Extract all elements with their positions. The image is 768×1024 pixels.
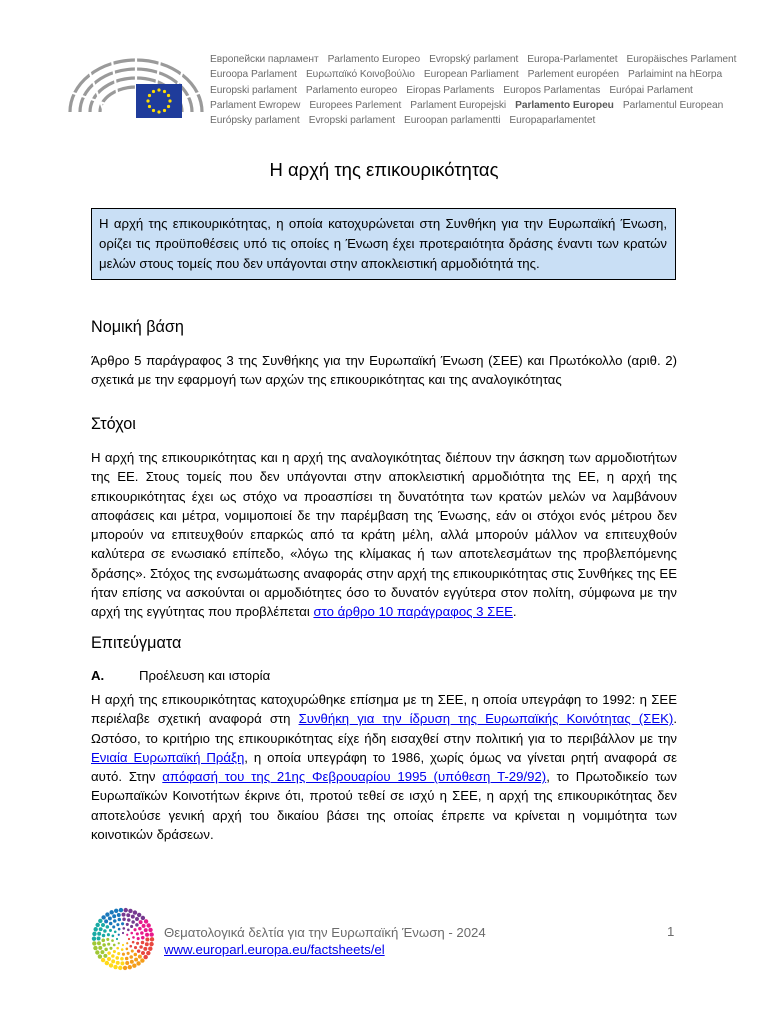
logo-dot xyxy=(97,936,101,940)
logo-dot xyxy=(98,954,102,958)
logo-dot xyxy=(137,949,141,953)
logo-dot xyxy=(146,951,150,955)
logo-dot xyxy=(105,961,109,965)
language-name: Euroopan parlamentti xyxy=(404,115,501,127)
logo-dot xyxy=(109,910,113,914)
eu-star-icon xyxy=(157,88,160,91)
history-part-4: , το Πρωτοδικείο των Ευρωπαϊκών Κοινοτήτων έκρινε ότι, προτού τεθεί σε ισχύ η ΣΕΕ, η αρχή της επικουρικότητας δεν αποτελούσε γενική αρχή του δικαίου βάσει της οποίας έπρεπε να κρίνεται η νομιμότητα των κοινοτικών δράσεων. xyxy=(91,769,677,843)
logo-dot xyxy=(128,965,132,969)
logo-dot xyxy=(118,918,122,922)
logo-dot xyxy=(140,931,144,935)
logo-dot xyxy=(115,956,119,960)
language-name: Parlamento Europeu xyxy=(515,99,614,111)
subsection-letter: A. xyxy=(91,668,105,683)
legal-basis-text: Άρθρο 5 παράγραφος 3 της Συνθήκης για την Ευρωπαϊκή Ένωση (ΣΕΕ) και Πρωτόκολλο (αριθ. 2) σχετικά με την εφαρμογή των αρχών της επικουρικότητας και της αναλογικότητας xyxy=(91,353,677,388)
logo-dot xyxy=(137,913,141,917)
logo-dot xyxy=(130,925,133,928)
objectives-body: Η αρχή της επικουρικότητας και η αρχή της αναλογικότητας διέπουν την άσκηση των αρμοδιοτήτων της ΕΕ. Στους τομείς που δεν υπάγονται στην αποκλειστική αρμοδιότητα της ΕΕ, η αρχή της επικουρικότητας έχει ως στόχο να προασπίσει τη δυνατότητα των κρατών μελών να λαμβάνουν αποφάσεις και μέτρα, νομιμοποιεί δε την παρέμβαση της Ένωσης, εάν οι στόχοι ενός μέτρου δεν μπορούν να επιτευχθούν επαρκώς από τα κράτη μέλη, αλλά μπορούν μάλλον να επιτευχθούν καλύτερα σε ενωσιακό επίπεδο, «λόγω της κλίμακας ή των αποτελεσμάτων της προβλεπόμενης δράσης». Στόχος της ενσωμάτωσης αναφοράς στην αρχή της επικουρικότητας στις Συνθήκες της ΕΕ ήταν επίσης να ασκούνται οι αρμοδιότητες όσο το δυνατόν εγγύτερα στον πολίτη, σύμφωνα με την αρχή της εγγύτητας που προβλέπεται xyxy=(91,450,677,620)
language-row xyxy=(210,113,716,128)
logo-dot xyxy=(149,932,153,936)
logo-dot xyxy=(101,939,105,943)
logo-dot xyxy=(134,953,138,957)
logo-dot xyxy=(131,915,135,919)
logo-dot xyxy=(97,932,101,936)
language-row xyxy=(210,98,724,113)
logo-dot xyxy=(112,935,115,938)
language-name: Europees Parlement xyxy=(309,99,402,111)
logo-dot xyxy=(128,909,132,913)
language-name: Parlaimint na hEorpa xyxy=(628,69,723,81)
subsection-title: Προέλευση και ιστορία xyxy=(139,668,271,683)
language-name: Parlament Ewropew xyxy=(210,99,301,111)
language-row xyxy=(210,83,716,98)
subsection-a xyxy=(91,666,270,685)
logo-dot xyxy=(149,942,153,946)
logo-dot xyxy=(124,908,128,912)
language-row xyxy=(210,67,723,82)
logo-dot xyxy=(136,942,139,945)
language-name: Euroopa Parlament xyxy=(210,69,297,81)
logo-dot xyxy=(121,922,124,925)
logo-dot xyxy=(125,961,129,965)
logo-dot xyxy=(141,951,145,955)
logo-dot xyxy=(109,963,113,967)
logo-dot xyxy=(138,955,142,959)
logo-dot xyxy=(101,958,105,962)
court-judgment-link[interactable]: απόφασή του της 21ης Φεβρουαρίου 1995 (υπόθεση T-29/92) xyxy=(162,769,547,785)
language-name: Parlamento europeo xyxy=(305,84,398,96)
history-part-1: Η αρχή της επικουρικότητας κατοχυρώθηκε επίσημα με τη ΣΕΕ, η οποία υπεγράφη το 1992: η ΣΕΕ περιέλαβε σχετική αναφορά στη xyxy=(91,692,677,727)
objectives-end: . xyxy=(512,604,517,620)
logo-dot xyxy=(135,923,139,927)
logo-dot xyxy=(102,934,106,938)
logo-dot xyxy=(118,928,121,931)
logo-dot xyxy=(136,932,139,935)
logo-dot xyxy=(131,920,135,924)
logo-dot xyxy=(126,948,129,951)
footer-label: Θεματολογικά δελτία για την Ευρωπαϊκή Ένωση - 2024 xyxy=(164,925,486,940)
logo-dot xyxy=(136,961,140,965)
eu-star-icon xyxy=(167,105,170,108)
logo-dot xyxy=(107,951,111,955)
logo-dot xyxy=(122,944,124,946)
logo-dot xyxy=(106,925,110,929)
logo-dot xyxy=(144,928,148,932)
logo-dot xyxy=(126,942,128,944)
language-name: Evropski parlament xyxy=(308,115,395,127)
logo-dot xyxy=(112,914,116,918)
logo-dot xyxy=(120,957,124,961)
heading-achievements: Επιτεύγματα xyxy=(91,634,182,652)
eu-star-icon xyxy=(152,109,155,112)
logo-dot xyxy=(109,922,113,926)
logo-dot xyxy=(134,946,137,949)
logo-dot xyxy=(93,946,97,950)
eu-star-icon xyxy=(168,99,171,102)
logo-dot xyxy=(117,952,120,955)
logo-dot xyxy=(140,958,144,962)
logo-dot xyxy=(93,927,97,931)
logo-dot xyxy=(118,966,122,970)
language-name: Ευρωπαϊκό Κοινοβούλιο xyxy=(305,69,415,81)
logo-dot xyxy=(111,959,115,963)
eu-star-icon xyxy=(167,94,170,97)
history-part-3: , η οποία υπεγράφη το 1986, χωρίς όμως να γίνεται ρητή αναφορά σε αυτό. Στην xyxy=(91,749,677,785)
logo-dot xyxy=(132,936,135,939)
language-name: Europa-Parlamentet xyxy=(527,54,618,65)
logo-dot xyxy=(95,923,99,927)
language-name: Európsky parlament xyxy=(210,115,300,127)
logo-dot xyxy=(106,938,109,941)
logo-dot xyxy=(107,957,111,961)
logo-dot xyxy=(150,937,154,941)
logo-dot xyxy=(146,923,150,927)
logo-dot xyxy=(127,952,130,955)
logo-dot xyxy=(126,934,128,936)
logo-dot xyxy=(111,939,114,942)
logo-dot xyxy=(116,947,119,950)
logo-dot xyxy=(145,938,149,942)
history-part-2: . Ωστόσο, το κριτήριο της επικουρικότητας είχε ήδη εισαχθεί στην πολιτική για το περιβάλλον με την xyxy=(91,711,677,746)
logo-dot xyxy=(100,950,104,954)
logo-dot xyxy=(133,928,136,931)
logo-dot xyxy=(128,938,130,940)
objectives-text xyxy=(91,448,677,622)
logo-dot xyxy=(141,941,145,945)
language-name: Parlement européen xyxy=(527,69,620,81)
logo-dot xyxy=(130,932,133,935)
logo-dot xyxy=(98,946,102,950)
logo-dot xyxy=(122,932,124,934)
logo-dot xyxy=(102,943,106,947)
logo-dot xyxy=(113,950,116,953)
footer xyxy=(164,924,486,958)
logo-dot xyxy=(119,908,123,912)
logo-dot xyxy=(127,918,131,922)
page-title: Η αρχή της επικουρικότητας xyxy=(269,159,499,180)
logo-dot xyxy=(137,937,140,940)
logo-dot xyxy=(103,954,107,958)
eu-star-icon xyxy=(152,90,155,93)
logo-dot xyxy=(112,925,115,928)
logo-dot xyxy=(116,923,119,926)
logo-dot xyxy=(92,936,96,940)
logo-dot xyxy=(135,917,139,921)
language-list xyxy=(210,52,737,128)
logo-dot xyxy=(120,961,124,965)
logo-dot xyxy=(113,944,116,947)
language-name: Parlament Europejski xyxy=(410,99,507,111)
summary-box: Η αρχή της επικουρικότητας, η οποία κατοχυρώνεται στη Συνθήκη για την Ευρωπαϊκή Ένωση, ορίζει τις προϋποθέσεις υπό τις οποίες η Ένωση έχει προτεραιότητα δράσης έναντι των κρατών μελών στους τομείς που δεν υπάγονται στην αποκλειστική αρμοδιότητά της. xyxy=(91,208,676,280)
logo-dot xyxy=(132,941,135,944)
logo-dot xyxy=(107,933,110,936)
logo-dot xyxy=(108,916,112,920)
logo-dot xyxy=(132,963,136,967)
european-parliament-logo xyxy=(66,52,206,120)
logo-dot xyxy=(116,961,120,965)
logo-dot xyxy=(117,913,121,917)
logo-dot xyxy=(103,929,107,933)
logo-dot xyxy=(109,929,112,932)
logo-dot xyxy=(118,934,120,936)
logo-dot xyxy=(122,927,125,930)
logo-dot xyxy=(131,949,134,952)
language-name: Europos Parlamentas xyxy=(503,84,601,96)
factsheets-logo xyxy=(90,906,156,972)
eu-star-icon xyxy=(148,105,151,108)
logo-dot xyxy=(129,945,132,948)
eu-star-icon xyxy=(163,90,166,93)
logo-dot xyxy=(95,950,99,954)
logo-dot xyxy=(134,958,138,962)
logo-dot xyxy=(127,929,130,932)
logo-dot xyxy=(148,928,152,932)
logo-dot xyxy=(99,927,103,931)
logo-dot xyxy=(123,966,127,970)
language-name: Европейски парламент xyxy=(210,54,319,65)
logo-dot xyxy=(122,913,126,917)
footer-url-link[interactable]: www.europarl.europa.eu/factsheets/el xyxy=(164,942,385,957)
logo-dot xyxy=(97,941,101,945)
logo-dot xyxy=(138,927,142,931)
logo-dot xyxy=(116,938,118,940)
logo-dot xyxy=(145,933,149,937)
logo-dot xyxy=(113,965,117,969)
language-name: European Parliament xyxy=(423,69,519,81)
logo-dot xyxy=(98,919,102,923)
logo-dot xyxy=(133,910,137,914)
eu-star-icon xyxy=(148,94,151,97)
logo-dot xyxy=(145,942,149,946)
logo-dot xyxy=(142,924,146,928)
logo-dot xyxy=(107,943,110,946)
logo-dot xyxy=(129,955,133,959)
logo-dot xyxy=(113,919,117,923)
eu-star-icon xyxy=(146,99,149,102)
tec-link[interactable]: Συνθήκη για την ίδρυση της Ευρωπαϊκής Κοινότητας (ΣΕΚ) xyxy=(298,711,674,727)
logo-dot xyxy=(109,947,112,950)
logo-dot xyxy=(125,957,129,961)
logo-dot xyxy=(114,909,118,913)
logo-dot xyxy=(101,923,105,927)
logo-dot xyxy=(141,936,145,940)
page-number: 1 xyxy=(667,924,675,939)
logo-dot xyxy=(121,948,124,951)
history-text xyxy=(91,690,677,844)
logo-dot xyxy=(126,913,130,917)
logo-dot xyxy=(144,919,148,923)
language-name: Europski parlament xyxy=(210,84,297,96)
logo-dot xyxy=(141,916,145,920)
logo-dot xyxy=(139,920,143,924)
logo-dot xyxy=(105,912,109,916)
logo-dot xyxy=(130,960,134,964)
language-name: Parlamento Europeo xyxy=(327,54,421,65)
logo-dot xyxy=(104,948,108,952)
logo-dot xyxy=(92,932,96,936)
logo-dot xyxy=(114,930,117,933)
heading-objectives: Στόχοι xyxy=(91,415,136,433)
eu-star-icon xyxy=(163,109,166,112)
logo-dot xyxy=(139,945,143,949)
logo-dot xyxy=(122,953,125,956)
language-name: Evropský parlament xyxy=(429,54,519,65)
language-name: Parlamentul European xyxy=(622,99,724,111)
page-header xyxy=(66,46,737,130)
logo-dot xyxy=(104,919,108,923)
logo-dot xyxy=(92,941,96,945)
eu-star-icon xyxy=(157,110,160,113)
language-name: Europaparlamentet xyxy=(509,115,596,127)
language-name: Európai Parlament xyxy=(609,84,693,96)
logo-dot xyxy=(111,954,115,958)
single-european-act-link[interactable]: Ενιαία Ευρωπαϊκή Πράξη xyxy=(91,749,245,765)
language-row xyxy=(210,52,737,67)
logo-dot xyxy=(143,947,147,951)
logo-dot xyxy=(126,923,129,926)
heading-legal-basis: Νομική βάση xyxy=(91,318,184,336)
logo-dot xyxy=(101,915,105,919)
logo-dot xyxy=(122,917,126,921)
article-10-link[interactable]: στο άρθρο 10 παράγραφος 3 ΣΕΕ xyxy=(313,604,513,620)
logo-dot xyxy=(148,947,152,951)
language-name: Eiropas Parlaments xyxy=(406,84,495,96)
logo-dot xyxy=(143,955,147,959)
logo-dot xyxy=(118,942,120,944)
language-name: Europäisches Parlament xyxy=(626,54,737,65)
